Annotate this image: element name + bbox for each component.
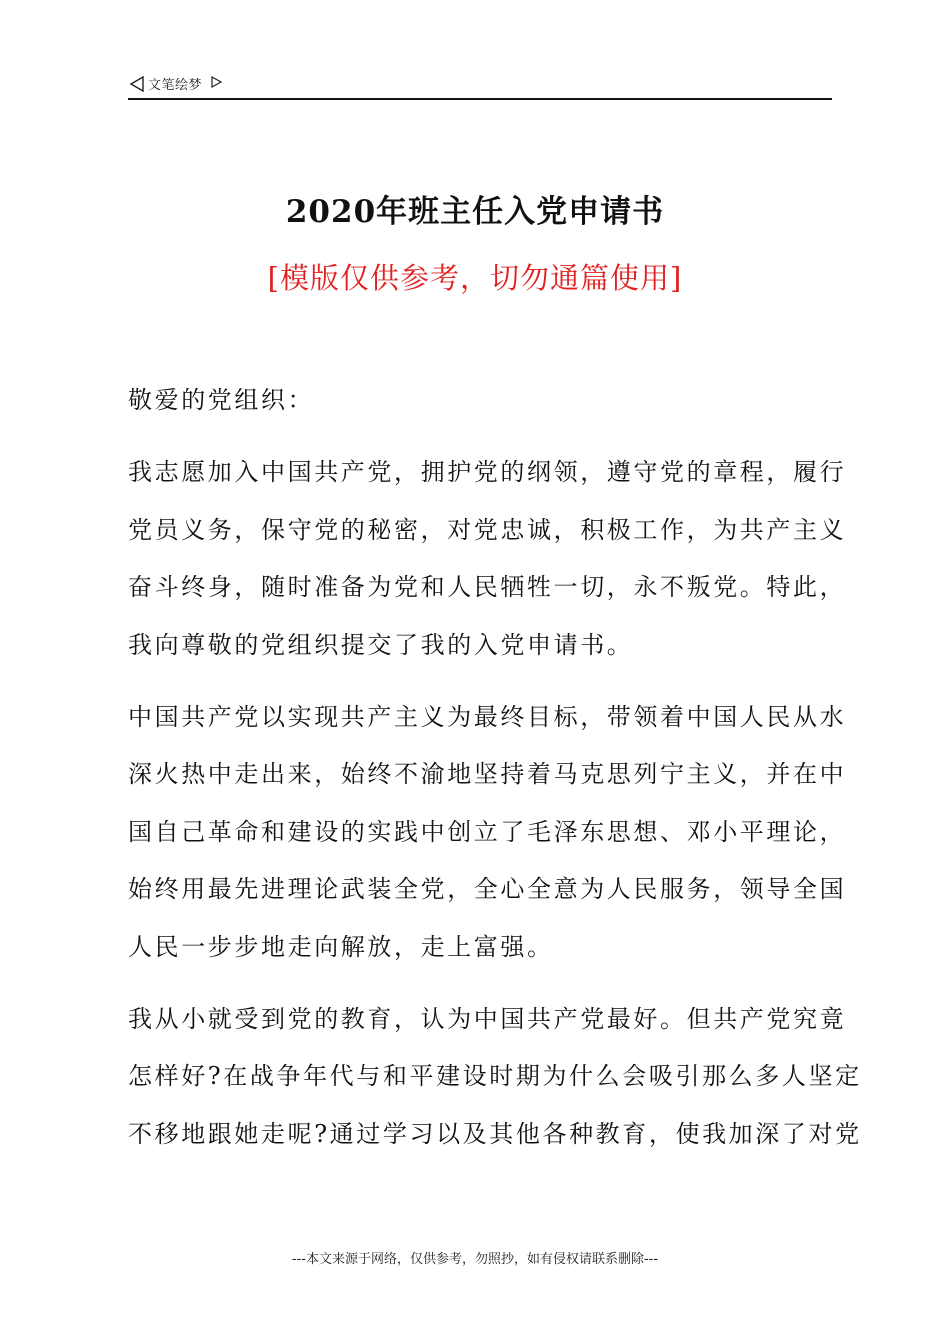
paragraph-line: 我向尊敬的党组织提交了我的入党申请书。 <box>128 630 634 659</box>
triangle-right-icon <box>210 75 228 93</box>
paragraph-line: 始终用最先进理论武装全党，全心全意为人民服务，领导全国 <box>128 875 847 904</box>
paragraph-2 <box>128 689 847 976</box>
paragraph-line: 我志愿加入中国共产党，拥护党的纲领，遵守党的章程，履行 <box>128 458 847 487</box>
document-body <box>128 372 862 1178</box>
paragraph-line: 人民一步步地走向解放，走上富强。 <box>128 932 554 961</box>
salutation <box>128 372 828 429</box>
template-notice: [模版仅供参考，切勿通篇使用] <box>267 261 683 295</box>
paragraph-line: 中国共产党以实现共产主义为最终目标，带领着中国人民从水 <box>128 703 847 732</box>
paragraph-line: 党员义务，保守党的秘密，对党忠诚，积极工作，为共产主义 <box>128 515 847 544</box>
paragraph-line: 深火热中走出来，始终不渝地坚持着马克思列宁主义，并在中 <box>128 760 847 789</box>
paragraph-line: 我从小就受到党的教育，认为中国共产党最好。但共产党究竟 <box>128 1005 847 1034</box>
paragraph-line: 奋斗终身，随时准备为党和人民牺牲一切，永不叛党。特此， <box>128 573 847 602</box>
brand-name: 文笔绘梦 <box>148 78 203 93</box>
page-footer: ---本文来源于网络，仅供参考，勿照抄，如有侵权请联系删除--- <box>291 1252 659 1267</box>
triangle-left-icon <box>128 75 146 93</box>
page-header <box>128 72 832 100</box>
paragraph-line: 国自己革命和建设的实践中创立了毛泽东思想、邓小平理论， <box>128 817 847 846</box>
paragraph-line: 不移地跟她走呢?通过学习以及其他各种教育，使我加深了对党 <box>128 1119 862 1148</box>
paragraph-line: 怎样好?在战争年代与和平建设时期为什么会吸引那么多人坚定 <box>128 1062 862 1091</box>
paragraph-3 <box>128 991 862 1163</box>
salutation-line: 敬爱的党组织： <box>128 386 315 414</box>
paragraph-1 <box>128 444 847 674</box>
header-brand-group <box>128 74 228 93</box>
document-title: 2020年班主任入党申请书 <box>285 194 665 230</box>
